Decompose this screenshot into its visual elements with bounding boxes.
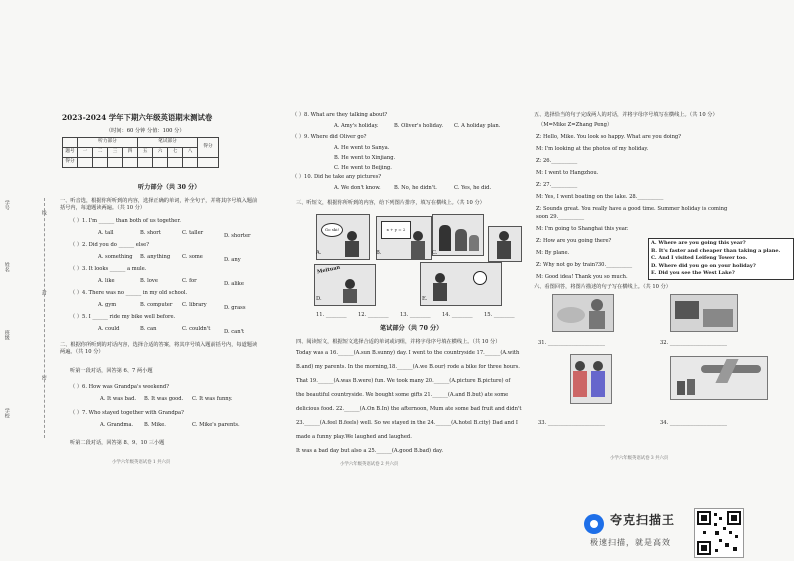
- blank-11[interactable]: 11. ________: [316, 312, 347, 318]
- person-body-icon: [411, 241, 425, 259]
- score-row-label: 得分: [63, 158, 78, 168]
- question-2: （ ）2. Did you do ______ else?: [70, 242, 150, 248]
- question-5: （ ）5. I ______ ride my bike well before.: [70, 314, 176, 320]
- photo-room-picture: [670, 294, 738, 332]
- person-head-icon: [499, 231, 509, 241]
- side-mark: 密: [40, 375, 47, 380]
- section-5-subtitle: （M=Mike Z=Zhang Peng）: [538, 122, 613, 128]
- answer-31[interactable]: 31. ______________________: [538, 340, 605, 346]
- blank-15[interactable]: 15. ________: [484, 312, 515, 318]
- question-3: （ ）3. It looks ______ a mule.: [70, 266, 147, 272]
- dialogue-line: Z: How are you going there?: [536, 238, 612, 244]
- watermark-title: 夸克扫描王: [610, 513, 676, 527]
- photo-airplane-picture: [670, 356, 768, 400]
- photo-kids-picture: [570, 354, 612, 404]
- person-body-icon: [343, 289, 357, 303]
- person-head-icon: [347, 231, 357, 241]
- scene-d-picture: [314, 264, 376, 306]
- answer-34[interactable]: 34. ______________________: [660, 420, 727, 426]
- dialogue-line[interactable]: Z: 26.__________: [536, 158, 578, 164]
- person-head-icon: [345, 279, 355, 289]
- dialogue-line[interactable]: Z: Why not go by train?30.__________: [536, 262, 633, 268]
- section-3-title: 三、听短文，根据你所听到的内容，给下列图片排序，填写在横线上。（共 10 分）: [296, 200, 485, 206]
- scene-a-picture: [316, 214, 370, 260]
- passage-line: It was a bad day but also a 25.______(A.good B.bad) day.: [296, 448, 444, 454]
- dialogue-line[interactable]: M: Yes, I went boating on the lake. 28.__________: [536, 194, 664, 200]
- side-label-school: 学校: [3, 408, 10, 418]
- side-mark: 封: [40, 290, 47, 295]
- section-6-title: 六、看图回答，将图片描述的句子写在横线上。（共 10 分）: [534, 284, 671, 290]
- question-1: （ ）1. I'm ______ than both of us together.: [70, 218, 181, 224]
- qr-code-icon[interactable]: [694, 508, 744, 558]
- question-9: （ ）9. Where did Oliver go?: [292, 134, 367, 140]
- option-a: A. Where are you going this year?: [651, 240, 746, 246]
- sign-text: Meituan: [316, 264, 341, 276]
- option-b: B. It's faster and cheaper than taking a plane.: [651, 247, 781, 254]
- section-2-part-1: 听第一段对话，回答第 6、7 两小题: [70, 368, 153, 374]
- passage-line: Today was a 16.______(A.sun B.sunny) day. I went to the countryside 17.______(A.with: [296, 350, 520, 356]
- listening-header: 听力部分（共 30 分）: [138, 184, 201, 191]
- option-d: D. Where did you go on your holiday?: [651, 262, 756, 269]
- score-table-listen: 听力部分: [78, 138, 138, 148]
- exam-page-3: [530, 0, 794, 561]
- person-icon: [455, 229, 467, 251]
- section-1-title: 一、听音选，根据你所听到的内容，选择正确的单词，补全句子，并将其序号填入题前括号内，每道题读两遍。（共 10 分）: [60, 198, 258, 212]
- photo-family-picture: [552, 294, 614, 332]
- scene-label-e: E.: [422, 296, 428, 302]
- passage-line: delicious food. 22.______(A.On B.In) the afternoon, Mum ate some bad fruit and didn't: [296, 406, 522, 412]
- passage-line: That 19.______(A.was B.were) fun. We took many 20.______(A.picture B.picture) of: [296, 378, 511, 384]
- option-c: C. And I visited Leifeng Tower too.: [651, 255, 748, 261]
- blank-12[interactable]: 12. ________: [358, 312, 389, 318]
- person-head-icon: [413, 231, 423, 241]
- answer-32[interactable]: 32. ______________________: [660, 340, 727, 346]
- scene-label-b: B.: [376, 250, 382, 256]
- person-body-icon: [433, 283, 447, 301]
- person-icon: [469, 235, 479, 251]
- score-table-write: 笔试部分: [138, 138, 198, 148]
- dialogue-line: Z: Sounds great. You really have a good time. Summer holiday is coming: [536, 206, 728, 212]
- scanner-logo-icon: [584, 514, 604, 534]
- qr-code-pattern: [695, 509, 743, 557]
- scene-c-picture: [432, 214, 484, 256]
- option-e: E. Did you see the West Lake?: [651, 270, 735, 276]
- blank-13[interactable]: 13. ________: [400, 312, 431, 318]
- scene-label-a: A.: [316, 250, 322, 256]
- scene-b-picture: [376, 216, 432, 260]
- person-icon: [439, 225, 451, 251]
- exam-page-1: 2023-2024 学年下期六年级英语期末测试卷 （时间：60 分钟 分值：100 分） 听力部分 笔试部分 得分 题号 一 二 三 四 五 六 七 八 得分 学号 姓名 班级 学校 线 封 密 听力部分（共 30 分） 一、听音选，根据你所听到的内容，选择正确的单词，补全句子，并将其序号填入题前括号内，每道题读两遍。（共 10 分） （ ）1. I'm ______ than both of us together. A. tall B. short C. taller D. shorter （ ）2. Did you do ______ else? A. something B. anything C. some D. any （ ）3. It looks ______ a mule. A. like B. love C. for D. alike （ ）4. There was no ______ in my old school. A. gym B. computer C. library D. grass （ ）5. I ______ ride my bike well before. A. could B. can C. couldn't D. can't 二、根据你所听到的对话内容，选择合适的答案，将其序号填入题前括号内，每道题读两遍。（共 10 分） 听第一段对话，回答第 6、7 两小题 （ ）6. How was Grandpa's weekend? A. It was bad. B. It was good. C. It was funny. （ ）7. Who stayed together with Grandpa? A. Grandma. B. Mike. C. Mike's parents. 听第二段对话，回答第 8、9、10 三小题 小学六年级英语试卷 1 共六页: [0, 0, 268, 561]
- dialogue-line[interactable]: soon 29.__________: [536, 214, 585, 220]
- page-1-footer: 小学六年级英语试卷 1 共六页: [112, 460, 171, 465]
- page-2-footer: 小学六年级英语试卷 2 共六页: [340, 462, 399, 467]
- exam-title: 2023-2024 学年下期六年级英语期末测试卷: [62, 113, 213, 122]
- dialogue-line: Z: Hello, Mike. You look so happy. What are you doing?: [536, 134, 682, 140]
- person-body-icon: [345, 241, 359, 257]
- writing-header: 笔试部分（共 70 分）: [380, 325, 443, 332]
- scene-e-picture: [488, 226, 522, 262]
- question-9-option-b[interactable]: B. He went to Xinjiang.: [334, 155, 396, 161]
- side-label-number: 学号: [3, 200, 10, 210]
- dialogue-line: M: By plane.: [536, 250, 570, 256]
- question-6: （ ）6. How was Grandpa's weekend?: [70, 384, 169, 390]
- football-icon: [473, 271, 487, 285]
- question-9-option-a[interactable]: A. He went to Sanya.: [334, 145, 390, 151]
- dialogue-line: M: I'm going to Shanghai this year.: [536, 226, 629, 232]
- dialogue-line[interactable]: Z: 27.__________: [536, 182, 578, 188]
- blank-14[interactable]: 14. ________: [442, 312, 473, 318]
- dialogue-line: M: I'm looking at the photos of my holiday.: [536, 146, 649, 152]
- exam-meta: （时间：60 分钟 分值：100 分）: [106, 128, 185, 134]
- scene-label-c: C.: [432, 250, 438, 256]
- score-table: 听力部分 笔试部分 得分 题号 一 二 三 四 五 六 七 八 得分: [62, 137, 219, 168]
- scene-label-d: D.: [316, 296, 322, 302]
- score-row-label: 题号: [63, 148, 78, 158]
- blackboard: x + y = 2: [381, 221, 411, 239]
- person-head-icon: [435, 273, 445, 283]
- question-8: （ ）8. What are they talking about?: [292, 112, 388, 118]
- section-4-title: 四、阅读短文，根据短文选择合适的单词或词组，并将字母序号填在横线上。（共 10 分）: [296, 339, 501, 345]
- person-body-icon: [497, 241, 511, 259]
- section-5-title: 五、选择恰当的句子完成两人的对话，并将字母序号填写在横线上。（共 10 分）: [534, 112, 718, 118]
- question-4: （ ）4. There was no ______ in my old school.: [70, 290, 188, 296]
- passage-line: 23.______(A.feel B.feels) well. So we stayed in the 24.______(A.hotel B.city) Dad and I: [296, 420, 518, 426]
- watermark-subtitle: 极速扫描，就是高效: [590, 538, 671, 547]
- dialogue-line: M: I went to Hangzhou.: [536, 170, 599, 176]
- speech-bubble: Go ski!: [321, 223, 343, 237]
- side-label-name: 姓名: [3, 262, 10, 272]
- passage-line: made a funny play.We laughed and laughed.: [296, 434, 412, 440]
- binding-line: [44, 198, 45, 438]
- scene-football-picture: [420, 262, 502, 306]
- exam-page-2: （ ）8. What are they talking about? A. Amy's holiday. B. Oliver's holiday. C. A holiday plan. （ ）9. Where did Oliver go? A. He went to Sanya. B. He went to Xinjiang. C. He went to Beijing. （ ）10. Did he take any pictures? A. We don't know. B. No, he didn't. C. Yes, he did. 三、听短文，根据你所听到的内容，给下列图片排序，填写在横线上。（共 10 分） Go ski! x + y = 2 Meituan A. B. C. D. E. 11. ________ 12. ________ 13. ________ 14. ________ 15. ________ 笔试部分（共 70 分） 四、阅读短文，根据短文选择合适的单词或词组，并将字母序号填在横线上。（共 10 分） Today was a 16.______(A.sun B.sunny) day. I went to the countryside 17.______(A.with B.and) my parents. In the morning,18.______(A.we B.our) rode a bike for three hours. That 19.______(A.was B.were) fun. We took many 20.______(A.picture B.picture) of the beautiful countryside. We bought some gifts 21.______(A.and B.but) ate some delicious food. 22.______(A.On B.In) the afternoon, Mum ate some bad fruit and didn't 23.______(A.feel B.feels) well. So we stayed in the 24.______(A.hotel B.city) Dad and I made a funny play.We laughed and laughed. It was a bad day but also a 25.______(A.good B.bad) day. 小学六年级英语试卷 2 共六页: [292, 112, 522, 467]
- dialogue-line: M: Good idea! Thank you so much.: [536, 274, 628, 280]
- answer-33[interactable]: 33. ______________________: [538, 420, 605, 426]
- passage-line: the beautiful countryside. We bought some gifts 21.______(A.and B.but) ate some: [296, 392, 509, 398]
- option-box: [648, 238, 794, 280]
- question-7: （ ）7. Who stayed together with Grandpa?: [70, 410, 184, 416]
- side-mark: 线: [40, 210, 47, 215]
- side-label-class: 班级: [3, 330, 10, 340]
- page-3-footer: 小学六年级英语试卷 3 共六页: [610, 456, 669, 461]
- passage-line: B.and) my parents. In the morning,18.______(A.we B.our) rode a bike for three hours.: [296, 364, 520, 370]
- question-10: （ ）10. Did he take any pictures?: [292, 174, 382, 180]
- question-9-option-c[interactable]: C. He went to Beijing.: [334, 165, 392, 171]
- section-2-title: 二、根据你所听到的对话内容，选择合适的答案，将其序号填入题前括号内，每道题读两遍。（共 10 分）: [60, 342, 258, 356]
- section-2-part-2: 听第二段对话，回答第 8、9、10 三小题: [70, 440, 165, 446]
- score-table-total: 得分: [198, 138, 219, 158]
